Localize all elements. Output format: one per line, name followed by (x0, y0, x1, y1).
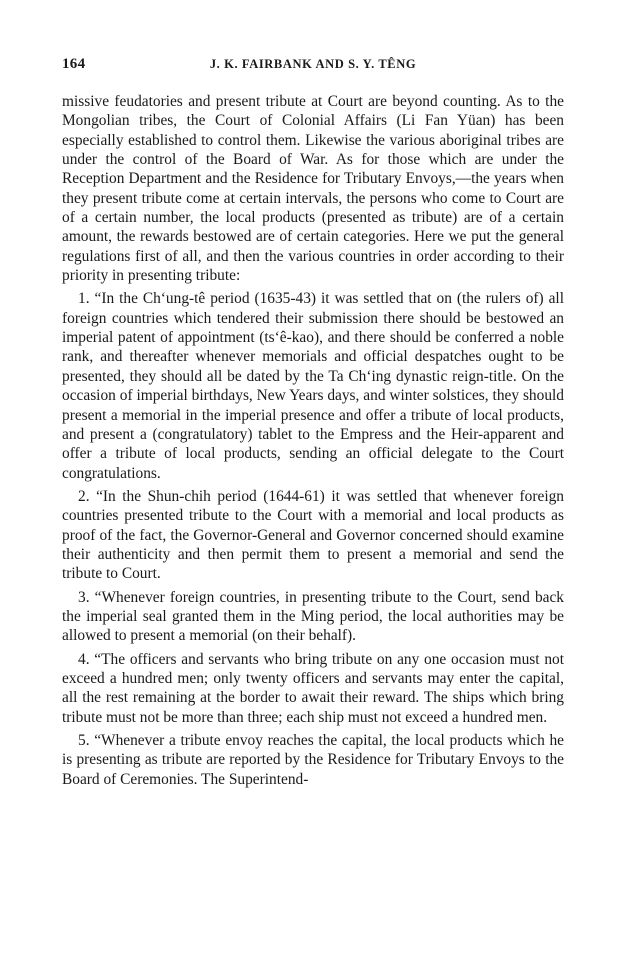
paragraph-item-4: 4. “The officers and servants who bring tribute on any one occasion must not exceed a hundred men; only twenty officers and servants may enter the capital, all the rest remaining at the border to await their reward. The ships which bring tribute must not be more than three; each ship must not exceed a hundred men. (62, 650, 564, 726)
paragraph-item-1: 1. “In the Ch‘ung-tê period (1635-43) it was settled that on (the rulers of) all foreign countries which tendered their submission there should be bestowed an imperial patent of appointment (ts‘ê-kao), and there should be conferred a noble rank, and thereafter whenever memorials and official despatches ought to be presented, they should all be dated by the Ta Ch‘ing dynastic reign-title. On the occasion of imperial birthdays, New Years days, and winter solstices, they should present a memorial in the imperial presence and offer a tribute of local products, and present a (congratulatory) tablet to the Empress and the Heir-apparent and offer a tribute of local products, sending an official delegate to the Court congratulations. (62, 290, 564, 482)
paragraph-item-2: 2. “In the Shun-chih period (1644-61) it was settled that whenever foreign countries presented tribute to the Court with a memorial and local products as proof of the fact, the Governor-General and Governor concerned should examine their authenticity and then permit them to present a memorial and send the tribute to Court. (62, 487, 564, 583)
page (62, 56, 564, 789)
paragraph-item-5: 5. “Whenever a tribute envoy reaches the capital, the local products which he is presenting as tribute are reported by the Residence for Tributary Envoys to the Board of Ceremonies. The Superintend- (62, 732, 564, 788)
paragraph-item-3: 3. “Whenever foreign countries, in presenting tribute to the Court, send back the imperial seal granted them in the Ming period, the local authorities may be allowed to present a memorial (on their behalf). (62, 588, 564, 645)
running-head (62, 56, 564, 78)
page-number: 164 (62, 56, 86, 72)
body-text (62, 92, 564, 789)
running-title: J. K. FAIRBANK AND S. Y. TÊNG (209, 57, 417, 71)
paragraph-continuation: missive feudatories and present tribute at Court are beyond counting. As to the Mongolian tribes, the Court of Colonial Affairs (Li Fan Yüan) has been especially established to control them. Likewise the various aboriginal tribes are under the control of the Board of War. As for those which are under the Reception Department and the Residence for Tributary Envoys,—the years when they present tribute come at certain intervals, the persons who come to Court are of a certain number, the local products (presented as tribute) are of a certain amount, the rewards bestowed are of certain categories. Here we put the general regulations first of all, and then the various countries in order according to their priority in presenting tribute: (62, 93, 564, 285)
